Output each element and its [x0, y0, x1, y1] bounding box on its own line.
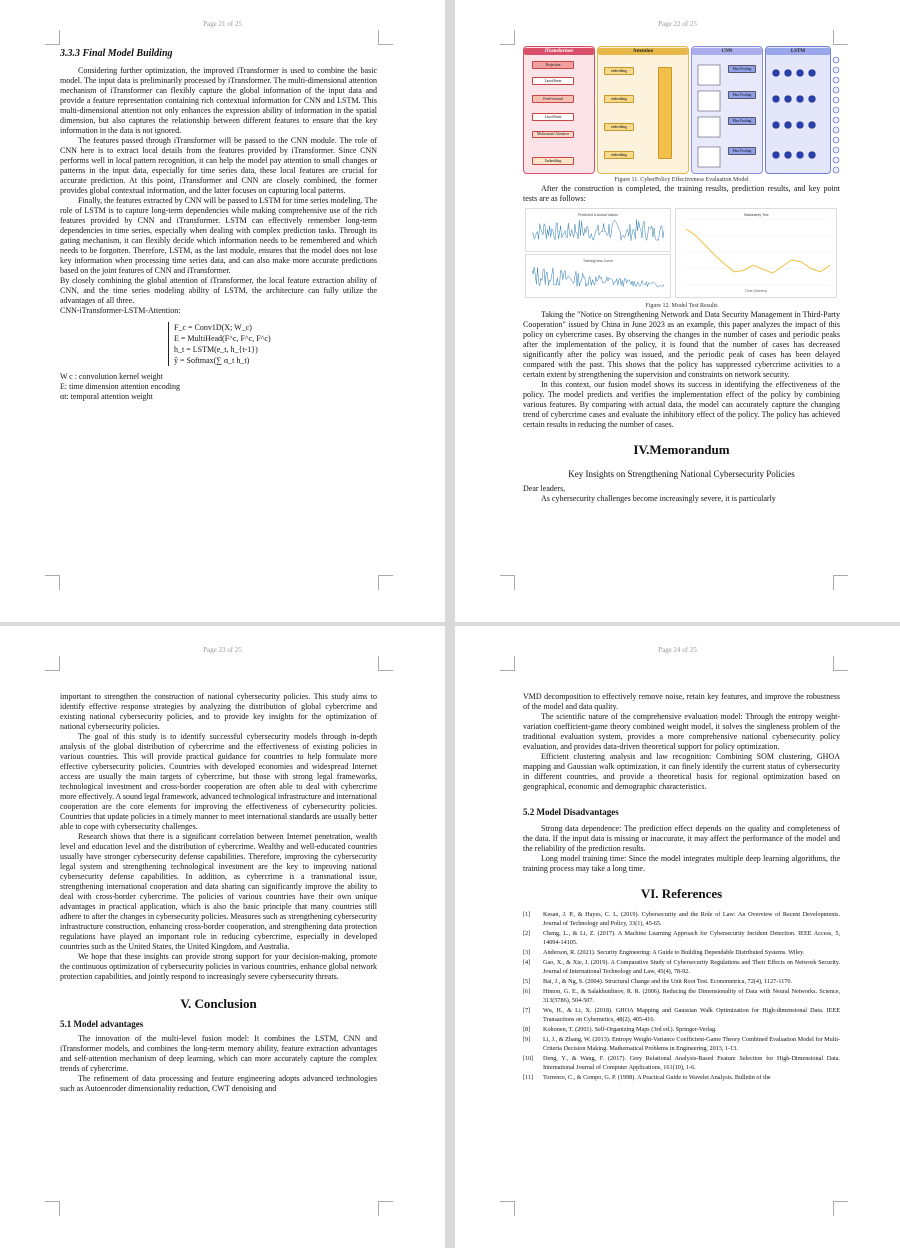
stationarity-chart — [675, 208, 837, 298]
equation: F_c = Conv1D(X; W_c) — [174, 323, 252, 332]
crop-mark — [378, 1201, 393, 1216]
paragraph: The scientific nature of the comprehensive evaluation model: Through the entropy weight-variation coefficient-game theory combined weight model, it solves the singleness problem of the traditional evaluation system, provides a more comprehensive national cybersecurity policy evaluation, and provides data-driven theoretical support for policy optimization. — [523, 712, 840, 751]
attention-panel — [597, 46, 689, 174]
crop-mark — [45, 30, 60, 45]
chart-title: Predicted & Actual Values — [577, 213, 618, 217]
equation-system — [168, 322, 377, 366]
block-feedforward: Feed-forward — [532, 95, 574, 103]
paragraph: Considering further optimization, the improved iTransformer is used to combine the basic model. The input data is preliminarily processed by iTransformer. The multi-dimensional attention mechanism of iTransformer can flexibly capture the global information of the input data and provide a feature representation containing rich contextual information for CNN and LSTM. This multi-dimensional attention not only enhances the expression ability of information in the spatial dimension, but also captures the relationship between different features to ensure that the key information in the data is not ignored. — [60, 66, 377, 135]
paragraph: After the construction is completed, the training results, prediction results, and key point tests are as follows: — [523, 184, 840, 203]
reference-item — [523, 910, 840, 928]
page-body — [523, 692, 840, 1083]
reference-text: Kesan, J. P., & Hayes, C. L. (2019). Cybersecurity and the Role of Law: An Overview of Recent Developments. Journal of Technology and Policy, 33(1), 45-65. — [543, 911, 840, 927]
paragraph: Taking the "Notice on Strengthening Network and Data Security Management in Third-Party Cooperation" issued by China in June 2023 as an example, this paper analyzes the impact of this policy on cybercrime cases. By observing the changes in the number of cases and periodic peaks after the implementation of the policy, it is found that the number of cases has decreased significantly after the policy was issued, and the periodic peak of cases has been delayed compared with the past. This shows that the policy has suppressed cybercrime activities to a certain extent by strengthening the supervision and constraints on network security. — [523, 310, 840, 379]
paragraph: The innovation of the multi-level fusion model: It combines the LSTM, CNN and iTransformer models, and combines the long-term memory ability, feature extraction advantages and self-attention mechanism of deep learning, which can more accurately capture the complex trends of cybercrime. — [60, 1034, 377, 1073]
lstm-panel — [765, 46, 831, 174]
paragraph: The features passed through iTransformer will be passed to the CNN module. The role of CNN here is to extract local details from the features provided by iTransformer. Since CNN performs well in local pattern recognition, it can help the model pay attention to small changes or patterns in the input data, especially for time series data, these local features are crucial for accurate prediction. At this point, iTransformer and CNN are closely combined, the former provides global contextual information, and the latter focuses on capturing local patterns. — [60, 136, 377, 195]
salutation: Dear leaders, — [523, 484, 566, 493]
crop-mark — [833, 30, 848, 45]
page-24 — [455, 626, 900, 1248]
model-test-results-figure — [523, 206, 840, 301]
reference-number: [6] — [523, 988, 531, 995]
memo-title: Key Insights on Strengthening National Cybersecurity Policies — [568, 469, 795, 479]
reference-item — [523, 948, 840, 957]
definition: W c : convolution kernel weight — [60, 372, 163, 381]
definition: E: time dimension attention encoding — [60, 382, 180, 391]
embedding-block: embedding — [604, 95, 634, 103]
paragraph: We hope that these insights can provide strong support for your decision-making, promote the continuous optimization of cybersecurity policies in various countries, enhance global network protection capabilities, and jointly respond to increasingly severe cybersecurity threats. — [60, 952, 377, 981]
maxpool-block: Max Pooling — [728, 65, 756, 73]
page-body — [60, 692, 377, 1094]
reference-number: [8] — [523, 1026, 531, 1033]
reference-number: [1] — [523, 911, 531, 918]
block-embedding: Embedding — [532, 157, 574, 165]
paragraph: Strong data dependence: The prediction effect depends on the quality and completeness of the data. If the input data is missing or inaccurate, it may affect the performance of the model and the reliability of the prediction results. — [523, 824, 840, 853]
reference-list — [523, 910, 840, 1082]
reference-item — [523, 958, 840, 976]
reference-item — [523, 987, 840, 1005]
axis-label: Time (Months) — [744, 289, 768, 293]
paragraph: In this context, our fusion model shows its success in identifying the effectiveness of the policy. The model predicts and verifies the implementation effect of the policy by combining various features. By comparing with actual data, the model can accurately capture the changing trend of cybercrime cases and evaluate the inhibitory effect of the policy. The policy has achieved certain results in reducing the number of cases. — [523, 380, 840, 429]
reference-number: [4] — [523, 959, 531, 966]
paragraph: VMD decomposition to effectively remove noise, retain key features, and improve the robustness of the model and data quality. — [523, 692, 840, 711]
reference-number: [9] — [523, 1036, 531, 1043]
paragraph: Long model training time: Since the model integrates multiple deep learning algorithms, the training process may take a long time. — [523, 854, 840, 873]
reference-number: [10] — [523, 1055, 534, 1062]
panel-title: CNN — [692, 48, 762, 55]
crop-mark — [833, 575, 848, 590]
equation: ŷ = Softmax(∑ α_t h_t) — [174, 356, 250, 365]
page-22 — [455, 0, 900, 622]
crop-mark — [833, 1201, 848, 1216]
reference-item — [523, 929, 840, 947]
attention-bar — [658, 67, 672, 159]
reference-item — [523, 977, 840, 986]
reference-item — [523, 1006, 840, 1024]
maxpool-block: Max Pooling — [728, 147, 756, 155]
paragraph: As cybersecurity challenges become increasingly severe, it is particularly — [541, 494, 776, 503]
reference-text: Wu, H., & Li, X. (2018). GHOA Mapping and Gaussian Walk Optimization for High-dimensional Data. IEEE Transactions on Cybernetics, 48(2), 405-416. — [543, 1007, 840, 1023]
chart-title: Stationarity Test — [743, 213, 769, 217]
page-number: Page 24 of 25 — [658, 646, 697, 654]
paragraph: The goal of this study is to identify successful cybersecurity models through in-depth analysis of the global distribution of cybercrime and the effectiveness of existing policies in various countries. This will provide practical guidance for countries to help formulate more effective cybersecurity policies. Countries with developed economies and widespread Internet access are usually the main targets of cybercrime, but those with strong legal frameworks, technological investment and cross-border cooperation are often able to deal with cybercrime more effectively. A sound legal framework, advanced technological infrastructure and international cooperation are the core elements for improving the effectiveness of cybersecurity policies. Countries that update policies in a timely manner to meet international standards are usually better able to cope with cybersecurity challenges. — [60, 732, 377, 831]
series-line — [532, 267, 664, 287]
prediction-series — [526, 209, 670, 251]
reference-number: [7] — [523, 1007, 531, 1014]
lstm-cells-graphic — [770, 59, 826, 171]
reference-text: Torrence, C., & Compo, G. P. (1998). A Practical Guide to Wavelet Analysis. Bulletin of the — [543, 1074, 771, 1081]
page-number: Page 21 of 25 — [203, 20, 242, 28]
reference-number: [5] — [523, 978, 531, 985]
panel-title: Attention — [598, 48, 688, 55]
crop-mark — [378, 575, 393, 590]
figure-caption: Figure 11. CyberPolicy Effectiveness Evaluation Model — [614, 177, 749, 183]
embedding-block: embedding — [604, 67, 634, 75]
reference-text: Cheng, L., & Li, Z. (2017). A Machine Learning Approach for Cybersecurity Incident Detection. IEEE Access, 5, 14094-14105. — [543, 930, 840, 946]
reference-number: [2] — [523, 930, 531, 937]
reference-text: Bai, J., & Ng, S. (2004). Structural Change and the Unit Root Test. Econometrica, 72(4), 1127-1170. — [543, 978, 793, 985]
embedding-block: embedding — [604, 151, 634, 159]
figure-caption: Figure 12. Model Test Results — [645, 303, 718, 309]
page-body — [523, 46, 840, 504]
page-number: Page 22 of 25 — [658, 20, 697, 28]
paragraph: Finally, the features extracted by CNN will be passed to LSTM for time series modeling. The role of LSTM is to capture long-term dependencies while making comprehensive use of the rich features provided by CNN and iTransformer. LSTM can effectively remember long-term dependencies in time series, especially when dealing with complex prediction tasks. Through its gating mechanism, it can flexibly decide which information needs to be remembered and which needs to be forgotten. Therefore, LSTM, as the last module, ensures that the model does not lose key information when processing time series data, and can also make more accurate predictions based on the joint features of CNN and iTransformer. — [60, 196, 377, 275]
definition: αt: temporal attention weight — [60, 392, 153, 401]
loss-chart — [525, 254, 671, 298]
series-line — [532, 220, 664, 241]
crop-mark — [45, 656, 60, 671]
crop-mark — [833, 656, 848, 671]
maxpool-block: Max Pooling — [728, 91, 756, 99]
reference-item — [523, 1025, 840, 1034]
section-heading: VI. References — [640, 886, 723, 901]
loss-series — [526, 255, 670, 297]
reference-text: Hinton, G. E., & Salakhutdinov, R. R. (2006). Reducing the Dimensionality of Data with Neural Networks. Science, 313(5786), 504-507. — [543, 988, 840, 1004]
reference-text: Kohonen, T. (2001). Self-Organizing Maps (3rd ed.). Springer-Verlag. — [543, 1026, 717, 1033]
paragraph: Efficient clustering analysis and law recognition: Combining SOM clustering, GHOA mapping and Gaussian walk optimization, it can finely identify the current status of cybersecurity in different countries, and provide a theoretical basis for regional optimization based on geographical, economic and demographic characteristics. — [523, 752, 840, 791]
chart-title: Training loss Curve — [582, 259, 614, 263]
paragraph: By closely combining the global attention of iTransformer, the local feature extraction ability of CNN, and the time series modeling ability of LSTM, the architecture can fully utilize the advantages of all three. — [60, 276, 377, 305]
equation: h_t = LSTM(e_t, h_{t-1}) — [174, 345, 258, 354]
block-layernorm: LayerNorm — [532, 77, 574, 85]
reference-text: Deng, Y., & Wang, F. (2017). Grey Relational Analysis-Based Feature Selection for High-Dimensional Data. International Journal of Computer Applications, 161(10), 1-6. — [543, 1055, 840, 1071]
embedding-block: embedding — [604, 123, 634, 131]
section-heading: IV.Memorandum — [633, 442, 730, 457]
model-architecture-diagram — [523, 46, 840, 174]
reference-number: [3] — [523, 949, 531, 956]
crop-mark — [500, 30, 515, 45]
page-number: Page 23 of 25 — [203, 646, 242, 654]
maxpool-block: Max Pooling — [728, 117, 756, 125]
subsection-heading: 5.2 Model Disadvantages — [523, 807, 619, 817]
crop-mark — [378, 656, 393, 671]
cnn-panel — [691, 46, 763, 174]
subsection-heading: 3.3.3 Final Model Building — [60, 48, 173, 59]
prediction-chart — [525, 208, 671, 252]
crop-mark — [45, 575, 60, 590]
cnn-kernel-graphic — [696, 61, 724, 171]
reference-number: [11] — [523, 1074, 534, 1081]
subsection-heading: 5.1 Model advantages — [60, 1019, 144, 1029]
paragraph: important to strengthen the construction of national cybersecurity policies. This study aims to identify effective response strategies by analyzing the distribution of global cybercrime and existing national cybersecurity policies, and to provide key insights for the optimization of national cybersecurity policies. — [60, 692, 377, 731]
block-projection: Projection — [532, 61, 574, 69]
panel-title: iTransformer — [524, 48, 594, 55]
paragraph: Research shows that there is a significant correlation between Internet penetration, wealth level and education level and the distribution of cybercrime. Wealthy and well-educated countries usually have stronger cybersecurity defense capabilities. Therefore, improving the cybersecurity legal system and strengthening technological investment are the key to improving national cybersecurity defense capabilities. In addition, as cybercrime is a transnational issue, strengthening international cooperation and data sharing can significantly improve the ability to deal with cross-border cybercrime. The policies of various countries have their own unique advantages in practical application, which is also the basic principle that many countries still adhere to after the changes in cybersecurity policies. Measures such as strengthening cybersecurity infrastructure construction, enhancing cross-border cooperation, and strengthening data protection regulations have played an important role in reducing cybercrime, especially in developed countries such as the United States, the United Kingdom, and Australia. — [60, 832, 377, 951]
crop-mark — [45, 1201, 60, 1216]
page-23 — [0, 626, 445, 1248]
reference-item — [523, 1054, 840, 1072]
equation-label: CNN-iTransformer-LSTM-Attention: — [60, 306, 181, 315]
panel-title: LSTM — [766, 48, 830, 55]
equation: E = MultiHead(F^c, F^c, F^c) — [174, 334, 271, 343]
block-multivariate-attention: Multivariate Attention — [532, 131, 574, 138]
reference-text: Anderson, R. (2021). Security Engineering: A Guide to Building Dependable Distributed Systems. Wiley. — [543, 949, 805, 956]
reference-item — [523, 1035, 840, 1053]
crop-mark — [500, 656, 515, 671]
itransformer-panel — [523, 46, 595, 174]
section-heading: V. Conclusion — [180, 996, 257, 1011]
page-21 — [0, 0, 445, 622]
stationarity-series — [676, 209, 836, 297]
block-layernorm: LayerNorm — [532, 113, 574, 121]
output-column — [831, 54, 841, 174]
reference-text: Li, J., & Zhang, W. (2013). Entropy Weight-Variance Coefficient-Game Theory Combined Evaluation Model for Multi-Criteria Decision Making. Mathematical Problems in Engineering, 2013, 1-13. — [543, 1036, 840, 1052]
paragraph: The refinement of data processing and feature engineering adopts advanced technologies such as Autoencoder dimensionality reduction, CWT denoising and — [60, 1074, 377, 1093]
page-body — [60, 48, 377, 402]
crop-mark — [500, 1201, 515, 1216]
reference-text: Gao, X., & Xie, J. (2019). A Comparative Study of Cybersecurity Regulations and Their Effects on Network Security. Journal of International Technology and Law, 45(4), 78-92. — [543, 959, 840, 975]
crop-mark — [378, 30, 393, 45]
reference-item — [523, 1073, 840, 1082]
crop-mark — [500, 575, 515, 590]
